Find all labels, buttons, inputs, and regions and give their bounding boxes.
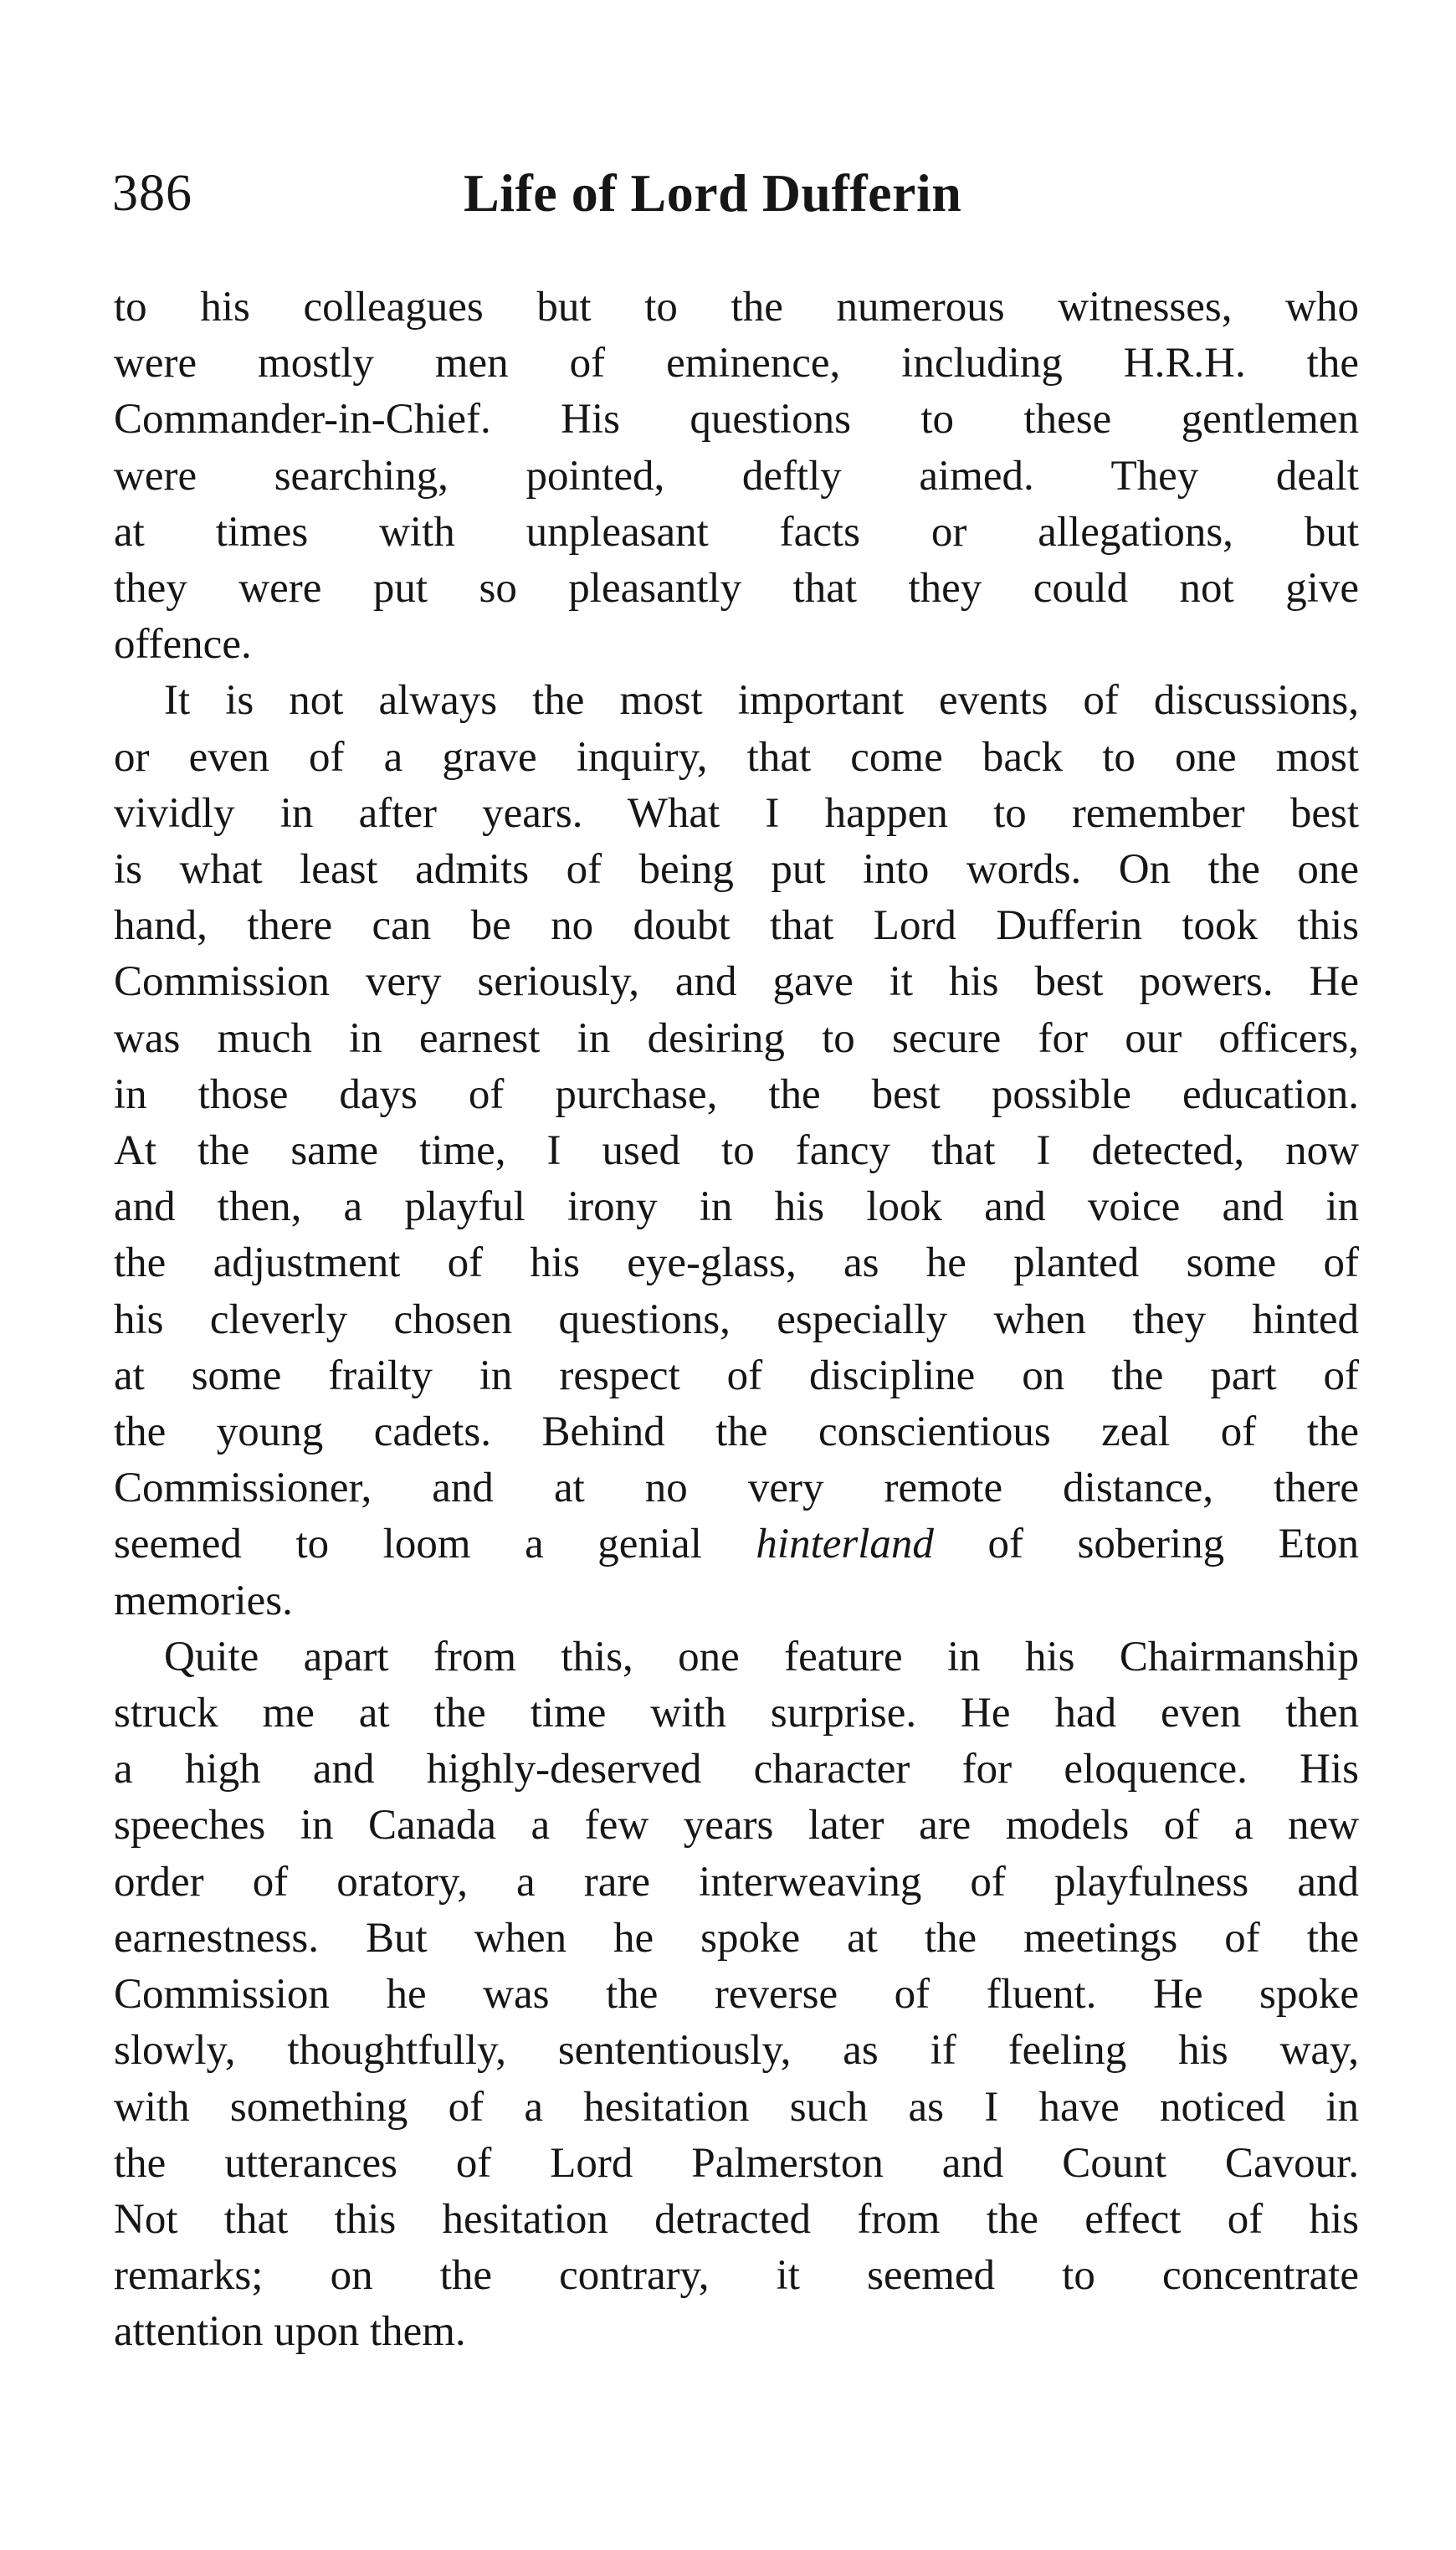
- text-line: were mostly men of eminence, including H.R.H. the: [114, 340, 1359, 387]
- text-line: to his colleagues but to the numerous witnesses, who: [114, 284, 1359, 331]
- text-line: at times with unpleasant facts or allegations, but: [114, 508, 1359, 556]
- text-line: It is not always the most important events of discussions,: [164, 677, 1359, 725]
- text-line: remarks; on the contrary, it seemed to concentrate: [114, 2252, 1359, 2300]
- text-line-with-italic: [114, 1516, 1359, 1573]
- text-line: his cleverly chosen questions, especially when they hinted: [114, 1296, 1359, 1343]
- text-line: At the same time, I used to fancy that I detected, now: [114, 1127, 1359, 1175]
- paragraph-2: [114, 673, 1359, 1629]
- italic-word: hinterland: [756, 1521, 934, 1568]
- text-line: in those days of purchase, the best possible education.: [114, 1070, 1359, 1118]
- text-line: or even of a grave inquiry, that come back to one most: [114, 733, 1359, 781]
- text-line: the young cadets. Behind the conscientious zeal of the: [114, 1408, 1359, 1456]
- text-line: is what least admits of being put into words. On the one: [114, 846, 1359, 894]
- text-line: Quite apart from this, one feature in his Chairmanship: [164, 1633, 1359, 1680]
- text-line: and then, a playful irony in his look and voice and in: [114, 1183, 1359, 1231]
- text-line: they were put so pleasantly that they could not give: [114, 565, 1359, 613]
- text-line: Not that this hesitation detracted from the effect of his: [114, 2195, 1359, 2243]
- text-span: of sobering Eton: [933, 1521, 1359, 1568]
- text-line: memories.: [114, 1577, 293, 1624]
- text-line: the utterances of Lord Palmerston and Count Cavour.: [114, 2139, 1359, 2187]
- text-line: Commissioner, and at no very remote distance, there: [114, 1465, 1359, 1512]
- text-line: was much in earnest in desiring to secure for our officers,: [114, 1014, 1359, 1062]
- text-line: attention upon them.: [114, 2308, 466, 2356]
- paragraph-1: [114, 280, 1359, 673]
- text-line: with something of a hesitation such as I have noticed in: [114, 2083, 1359, 2131]
- text-line: offence.: [114, 621, 252, 669]
- text-line: struck me at the time with surprise. He had even then: [114, 1690, 1359, 1737]
- text-line: were searching, pointed, deftly aimed. They dealt: [114, 452, 1359, 500]
- text-line: vividly in after years. What I happen to remember best: [114, 789, 1359, 837]
- body-text: [114, 280, 1359, 2361]
- page-header: [112, 164, 1367, 239]
- paragraph-3: [114, 1629, 1359, 2361]
- text-line: slowly, thoughtfully, sententiously, as if feeling his way,: [114, 2027, 1359, 2075]
- text-line: Commander-in-Chief. His questions to these gentlemen: [114, 396, 1359, 444]
- text-line: Commission very seriously, and gave it his best powers. He: [114, 958, 1359, 1006]
- text-line: Commission he was the reverse of fluent. He spoke: [114, 1971, 1359, 2019]
- text-line: order of oratory, a rare interweaving of playfulness and: [114, 1858, 1359, 1906]
- running-title: Life of Lord Dufferin: [464, 163, 962, 223]
- text-line: the adjustment of his eye-glass, as he planted some of: [114, 1239, 1359, 1287]
- text-line: hand, there can be no doubt that Lord Dufferin took this: [114, 902, 1359, 950]
- text-line: at some frailty in respect of discipline on the part of: [114, 1352, 1359, 1399]
- text-line: earnestness. But when he spoke at the meetings of the: [114, 1914, 1359, 1962]
- text-line: a high and highly-deserved character for eloquence. His: [114, 1746, 1359, 1793]
- page-number: 386: [112, 165, 192, 222]
- text-span: seemed to loom a genial: [114, 1521, 756, 1568]
- text-line: speeches in Canada a few years later are models of a new: [114, 1802, 1359, 1850]
